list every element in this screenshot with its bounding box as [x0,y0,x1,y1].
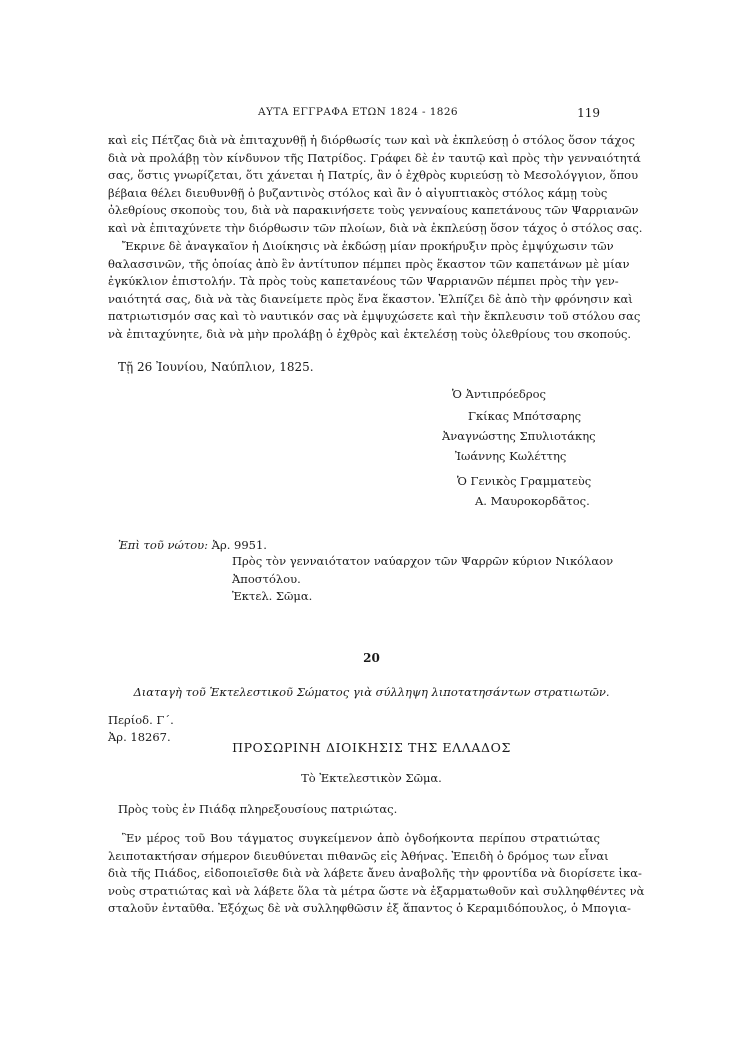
text-line: ὀλεθρίους σκοποὺς του, διὰ νὰ παρακινήσετε τοὺς γενναίους καπετάνους τῶν Ψαρριανῶν [108,203,639,218]
verso-line: Πρὸς τὸν γενναιότατον ναύαρχον τῶν Ψαρρῶν κύριον Νικόλαον [232,554,614,568]
secretary-name: Α. Μαυροκορδᾶτος. [475,494,590,508]
verso-line: Ἐκτελ. Σῶμα. [232,589,313,604]
addressee-line: Πρὸς τοὺς ἐν Πιάδᾳ πληρεξουσίους πατριώτας. [118,802,398,816]
header-title: ΑΥΤΑ ΕΓΓΡΑΦΑ ΕΤΩΝ 1824 - 1826 [258,106,459,118]
vice-president-title: Ὁ Ἀντιπρόεδρος [452,387,546,401]
text-line: καὶ νὰ ἐπιταχύνετε τὴν διόρθωσιν τῶν πλοίων, διὰ νὰ ἐκπλεύσῃ ὅσον τάχος ὁ στόλος σας. [108,220,643,235]
secretary-title: Ὁ Γενικὸς Γραμματεὺς [457,474,592,488]
document-number: 20 [363,651,380,665]
document-summary: Διαταγὴ τοῦ Ἐκτελεστικοῦ Σώματος γιὰ σύλληψη λιποτατησάντων στρατιωτῶν. [133,685,610,699]
text-line: θαλασσινῶν, τῆς ὁποίας ἀπὸ ἓν ἀντίτυπον πέμπει πρὸς ἕκαστον τῶν καπετάνων μὲ μίαν [108,256,630,271]
text-line: βέβαια θέλει διευθυνθῇ ὁ βυζαντινὸς στόλος καὶ ἂν ὁ αἰγυπτιακὸς στόλος κάμῃ τοὺς [108,185,608,200]
paragraph-2 [108,238,641,344]
date-line: Τῇ 26 Ἰουνίου, Ναύπλιον, 1825. [118,360,314,374]
text-line: Ἔκρινε δὲ ἀναγκαῖον ἡ Διοίκησις νὰ ἐκδώσῃ μίαν προκήρυξιν πρὸς ἐμψύχωσιν τῶν [122,239,614,253]
text-line: διὰ τῆς Πιάδος, εἰδοποιεῖσθε διὰ νὰ λάβετε ἄνευ ἀναβολῆς τὴν φροντίδα νὰ διορίσετε ἱκα- [108,866,642,881]
text-line: ἐγκύκλιον ἐπιστολήν. Τὰ πρὸς τοὺς καπετανέους τῶν Ψαρριανῶν πέμπει πρὸς τὴν γεν- [108,274,619,289]
text-line: λειποτακτήσαν σήμερον διευθύνεται πιθανῶς εἰς Ἀθήνας. Ἐπειδὴ ὁ δρόμος των εἶναι [108,848,609,863]
text-line: ναιότητά σας, διὰ νὰ τὰς διανείμετε πρὸς ἕνα ἕκαστον. Ἐλπίζει δὲ ἀπὸ τὴν φρόνησιν καὶ [108,291,633,306]
government-title: ΠΡΟΣΩΡΙΝΗ ΔΙΟΙΚΗΣΙΣ ΤΗΣ ΕΛΛΑΔΟΣ [232,740,511,755]
text-line: Ἓν μέρος τοῦ Βου τάγματος συγκείμενον ἀπὸ ὀγδοήκοντα περίπου στρατιώτας [122,831,600,845]
verso-line: Ἀποστόλου. [232,571,301,586]
paragraph-1 [108,132,643,238]
verso-number: Ἀρ. 9951. [211,538,267,552]
reference-number: Ἀρ. 18267. [108,730,171,744]
running-header [108,106,600,122]
signatory-name: Ἀναγνώστης Σπυλιοτάκης [442,429,596,443]
paragraph-3 [108,830,645,918]
text-line: νὰ ἐπιταχύνητε, διὰ νὰ μὴν προλάβῃ ὁ ἐχθρὸς καὶ ἐκτελέσῃ τοὺς ὀλεθρίους του σκοπούς. [108,326,632,341]
signatory-name: Γκίκας Μπότσαρης [468,409,582,423]
text-line: καὶ εἰς Πέτζας διὰ νὰ ἐπιταχυνθῇ ἡ διόρθωσίς των καὶ νὰ ἐκπλεύσῃ ὁ στόλος ὅσον τάχος [108,133,635,147]
page-number: 119 [577,106,600,120]
text-line: σας, ὅστις γνωρίζεται, ὅτι χάνεται ἡ Πατρίς, ἂν ὁ ἐχθρὸς κυριεύσῃ τὸ Μεσολόγγιον, ὅπου [108,168,639,183]
signatory-name: Ἰωάννης Κωλέττης [455,449,567,463]
text-line: νοὺς στρατιώτας καὶ νὰ λάβετε ὅλα τὰ μέτρα ὥστε νὰ ἐξαρματωθοῦν καὶ συλληφθέντες νὰ [108,883,645,898]
period-label: Περίοδ. Γ΄. [108,713,174,727]
text-line: διὰ νὰ προλάβῃ τὸν κίνδυνον τῆς Πατρίδος. Γράφει δὲ ἐν ταυτῷ καὶ πρὸς τὴν γενναιότητά [108,150,641,165]
text-line: σταλοῦν ἐνταῦθα. Ἐξόχως δὲ νὰ συλληφθῶσιν ἐξ ἅπαντος ὁ Κεραμιδόπουλος, ὁ Μπογια- [108,901,631,916]
verso-note [118,537,267,555]
government-subtitle: Τὸ Ἐκτελεστικὸν Σῶμα. [301,771,442,785]
text-line: πατριωτισμόν σας καὶ τὸ ναυτικόν σας νὰ ἐμψυχώσετε καὶ τὴν ἔκπλευσιν τοῦ στόλου σας [108,309,641,324]
verso-address [232,553,613,606]
verso-label: Ἐπὶ τοῦ νώτου: [118,538,208,552]
